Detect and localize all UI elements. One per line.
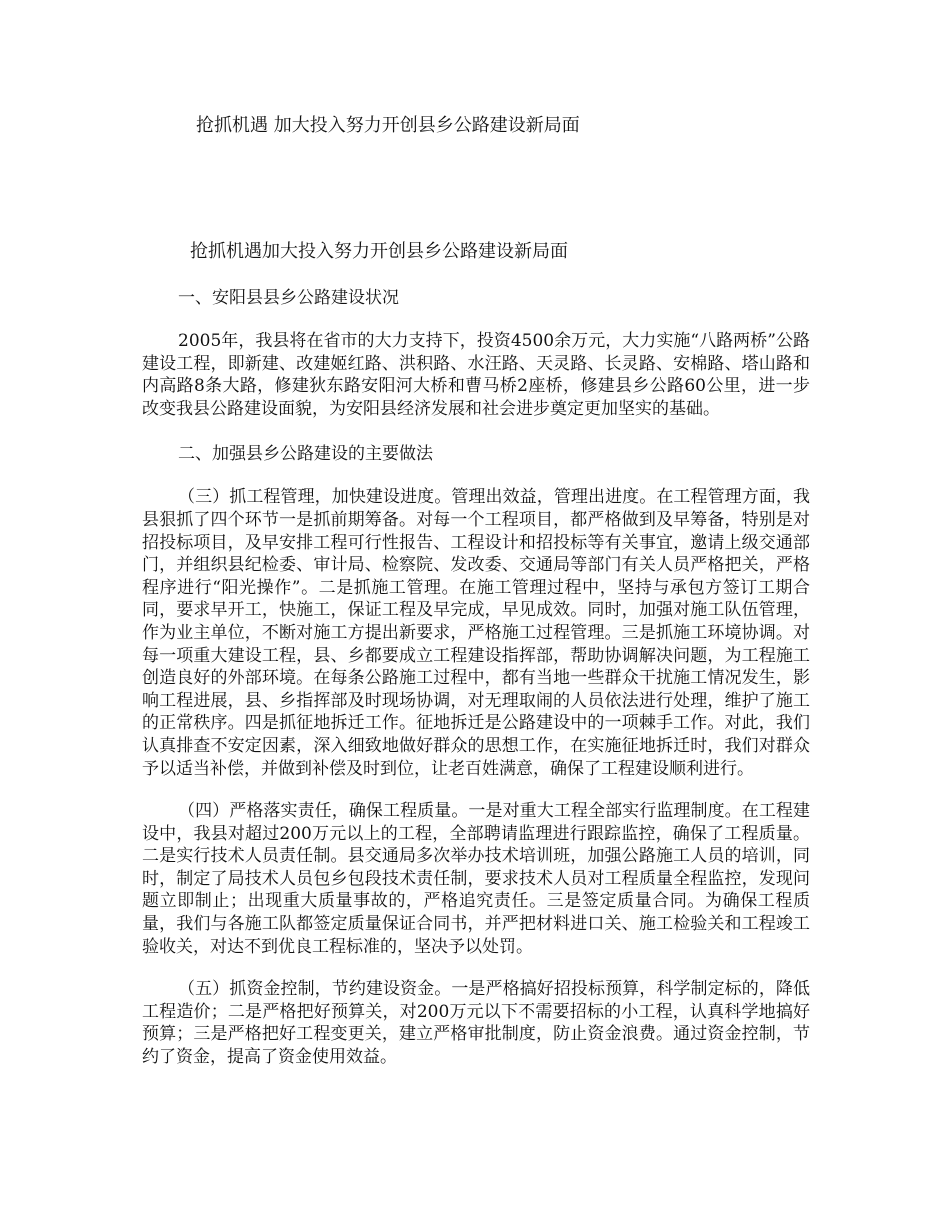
document-subtitle: 抢抓机遇加大投入努力开创县乡公路建设新局面: [190, 241, 568, 262]
paragraph-4-quality-responsibility: （四）严格落实责任，确保工程质量。一是对重大工程全部实行监理制度。在工程建设中，我县对超过200万元以上的工程，全部聘请监理进行跟踪监控，确保了工程质量。二是实行技术人员责任制。县交通局多次举办技术培训班，加强公路施工人员的培训，同时，制定了局技术人员包乡包段技术责任制，要求技术人员对工程质量全程监控，发现问题立即制止；出现重大质量事故的，严格追究责任。三是签定质量合同。为确保工程质量，我们与各施工队都签定质量保证合同书，并严把材料进口关、施工检验关和工程竣工验收关，对达不到优良工程标准的，坚决予以处罚。: [142, 801, 810, 957]
paragraph-3-project-management: （三）抓工程管理，加快建设进度。管理出效益，管理出进度。在工程管理方面，我县狠抓了四个环节一是抓前期筹备。对每一个工程项目，都严格做到及早筹备，特别是对招投标项目，及早安排工程可行性报告、工程设计和招投标等有关事宜，邀请上级交通部门，并组织县纪检委、审计局、检察院、发改委、交通局等部门有关人员严格把关，严格程序进行“阳光操作”。二是抓施工管理。在施工管理过程中，坚持与承包方签订工期合同，要求早开工，快施工，保证工程及早完成，早见成效。同时，加强对施工队伍管理，作为业主单位，不断对施工方提出新要求，严格施工过程管理。三是抓施工环境协调。对每一项重大建设工程，县、乡都要成立工程建设指挥部，帮助协调解决问题，为工程施工创造良好的外部环境。在每条公路施工过程中，都有当地一些群众干扰施工情况发生，影响工程进展，县、乡指挥部及时现场协调，对无理取闹的人员依法进行处理，维护了施工的正常秩序。四是抓征地拆迁工作。征地拆迁是公路建设中的一项棘手工作。对此，我们认真排查不安定因素，深入细致地做好群众的思想工作，在实施征地拆迁时，我们对群众予以适当补偿，并做到补偿及时到位，让老百姓满意，确保了工程建设顺利进行。: [142, 487, 810, 779]
section-1-paragraph: 2005年，我县将在省市的大力支持下，投资4500余万元，大力实施“八路两桥”公路建设工程，即新建、改建姬红路、洪积路、水汪路、天灵路、长灵路、安棉路、塔山路和内高路8条大路，修建狄东路安阳河大桥和曹马桥2座桥，修建县乡公路60公里，进一步改变我县公路建设面貌，为安阳县经济发展和社会进步奠定更加坚实的基础。: [142, 331, 810, 419]
paragraph-5-fund-control: （五）抓资金控制，节约建设资金。一是严格搞好招投标预算，科学制定标的，降低工程造价；二是严格把好预算关，对200万元以下不需要招标的小工程，认真科学地搞好预算；三是严格把好工程变更关，建立严格审批制度，防止资金浪费。通过资金控制，节约了资金，提高了资金使用效益。: [142, 979, 810, 1068]
section-1-heading: 一、安阳县县乡公路建设状况: [178, 288, 399, 308]
section-2-heading: 二、加强县乡公路建设的主要做法: [178, 444, 433, 465]
document-body: [142, 240, 810, 1069]
document-title: 抢抓机遇 加大投入努力开创县乡公路建设新局面: [196, 115, 580, 136]
